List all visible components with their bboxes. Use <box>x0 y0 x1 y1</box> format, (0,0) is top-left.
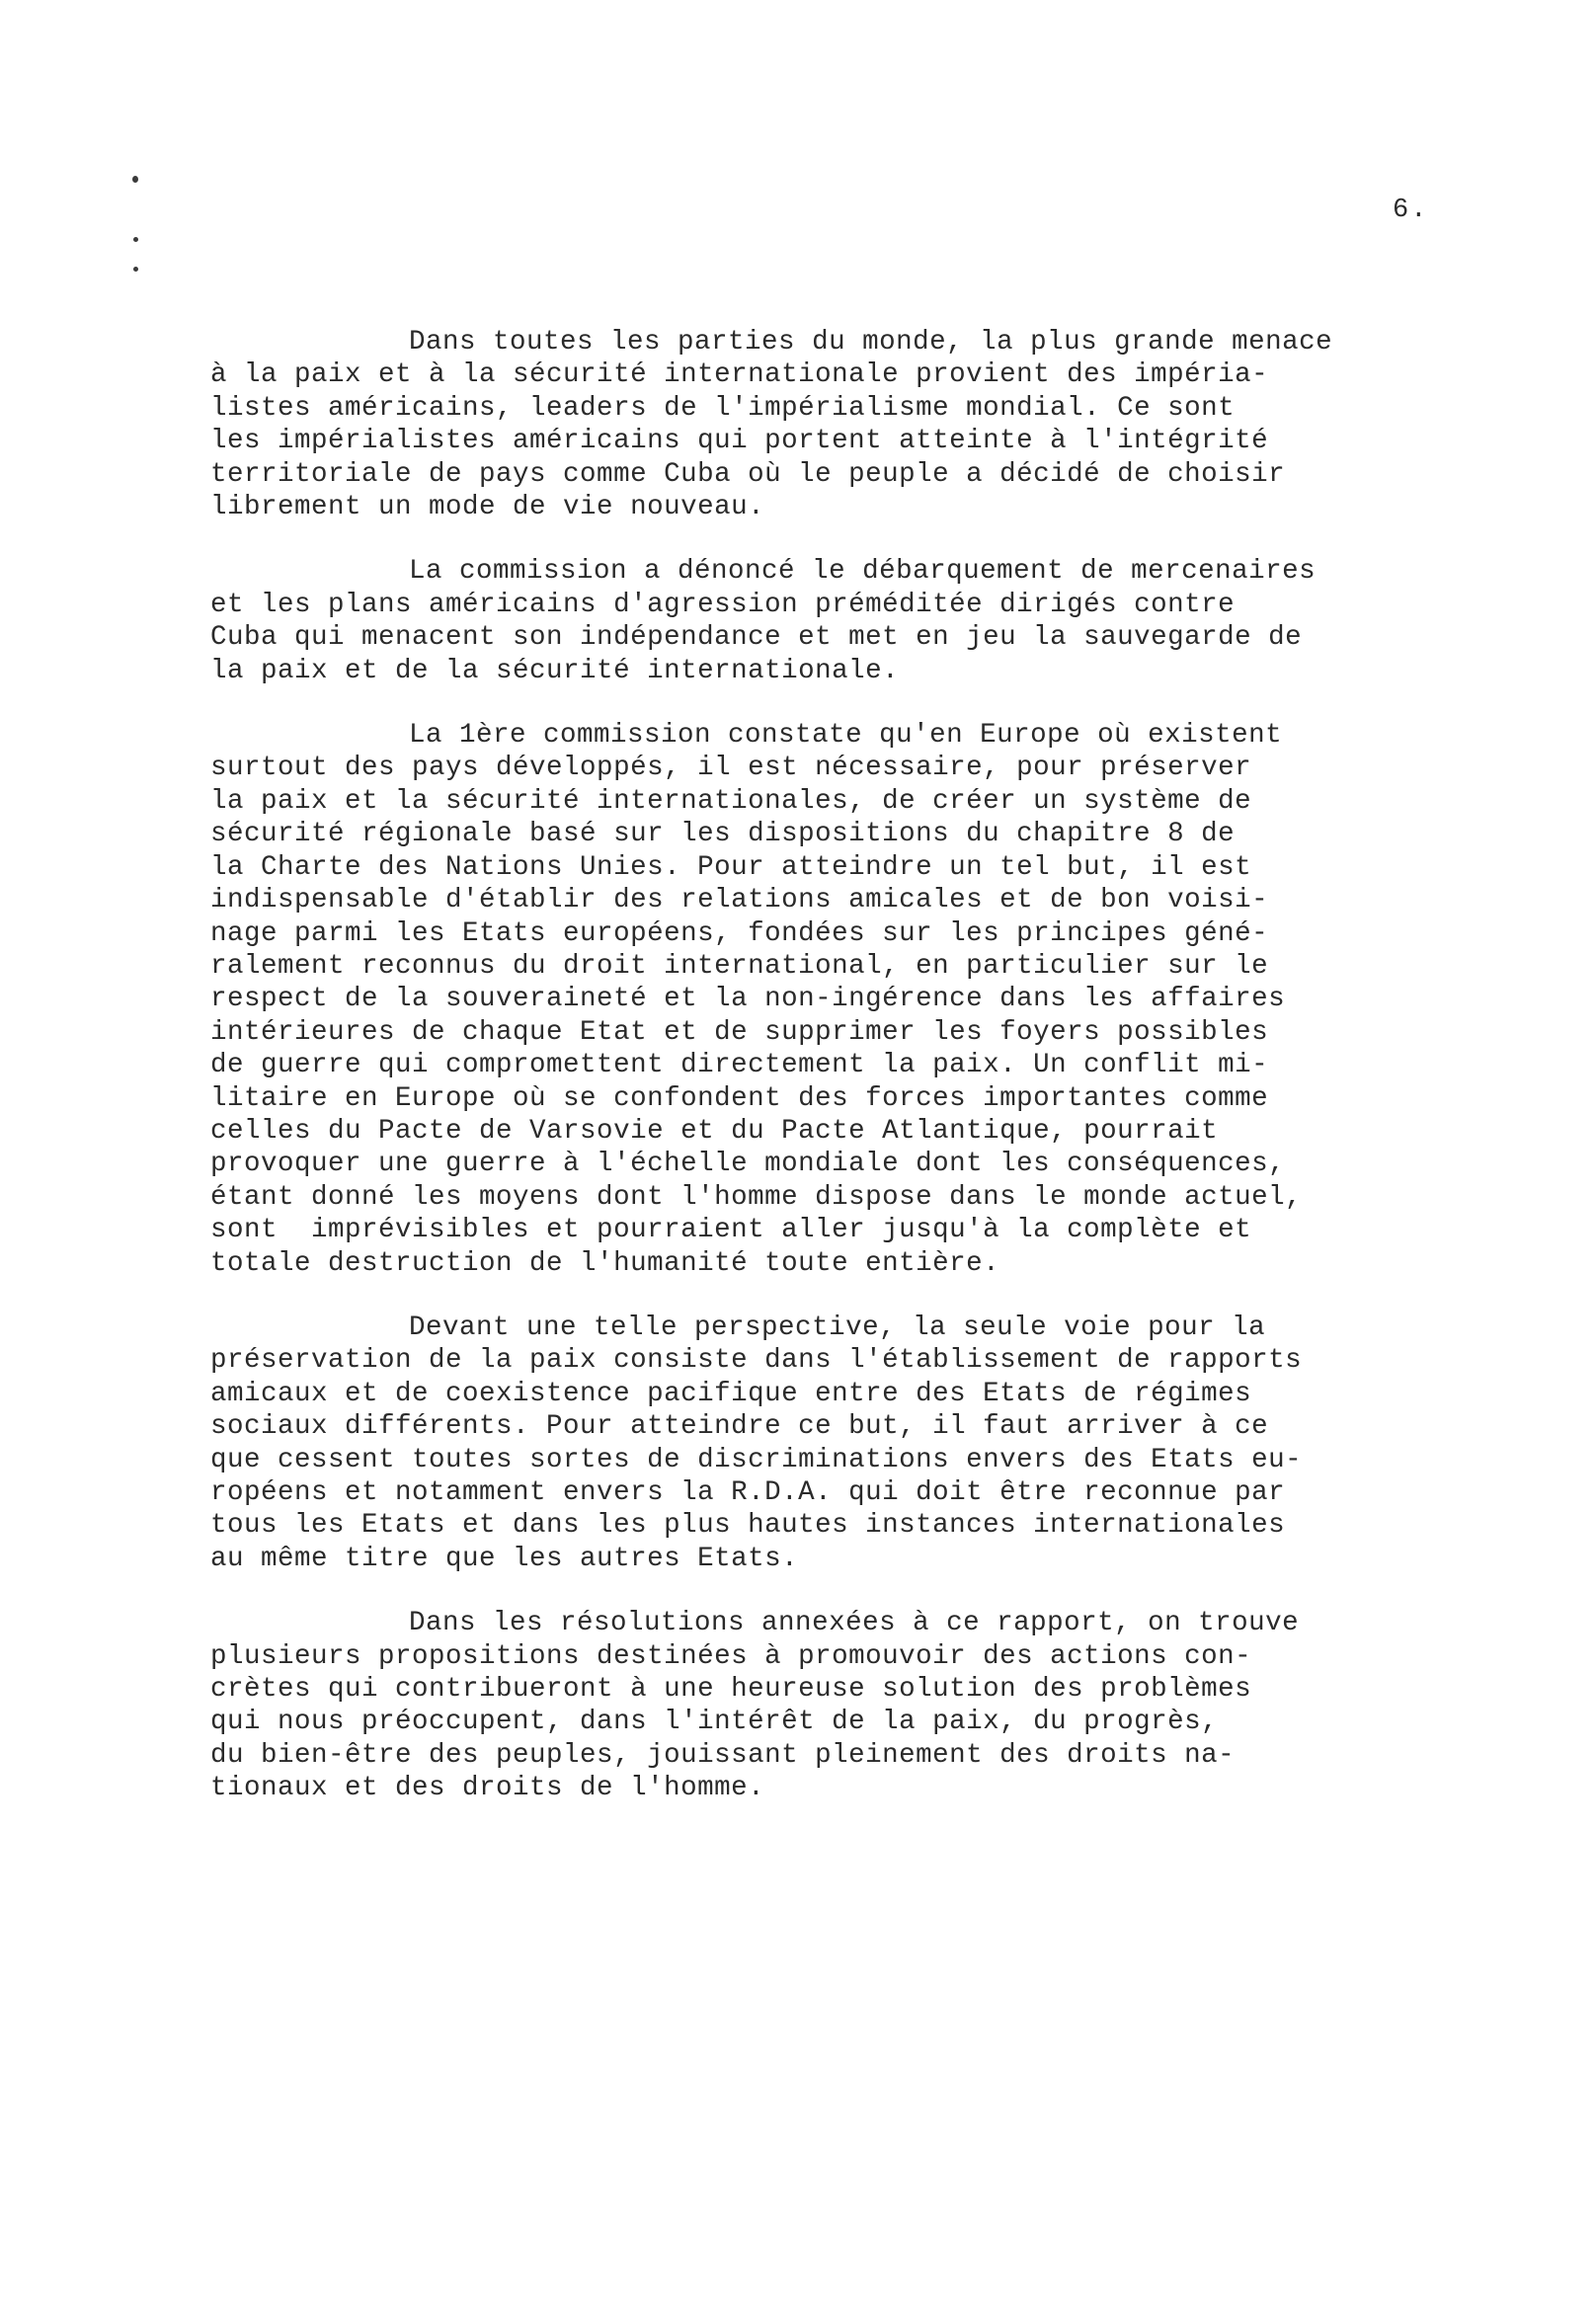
text-line: ropéens et notamment envers la R.D.A. qui doit être reconnue par <box>210 1477 1286 1508</box>
text-line: indispensable d'établir des relations amicales et de bon voisi- <box>210 885 1269 916</box>
text-line: que cessent toutes sortes de discriminations envers des Etats eu- <box>210 1444 1303 1475</box>
text-line: La 1ère commission constate qu'en Europe où existent <box>409 720 1283 752</box>
text-line: Devant une telle perspective, la seule voie pour la <box>409 1312 1266 1343</box>
text-line: les impérialistes américains qui portent atteinte à l'intégrité <box>210 426 1269 457</box>
text-line: tous les Etats et dans les plus hautes instances internationales <box>210 1510 1286 1542</box>
text-line: amicaux et de coexistence pacifique entre des Etats de régimes <box>210 1378 1252 1409</box>
paragraph-4 <box>210 1312 1514 1575</box>
text-line: qui nous préoccupent, dans l'intérêt de la paix, du progrès, <box>210 1707 1219 1738</box>
text-line: sociaux différents. Pour atteindre ce but, il faut arriver à ce <box>210 1411 1269 1443</box>
text-line: Dans toutes les parties du monde, la plus grande menace <box>409 327 1333 358</box>
text-line: listes américains, leaders de l'impérialisme mondial. Ce sont <box>210 392 1236 424</box>
text-line: au même titre que les autres Etats. <box>210 1543 799 1574</box>
text-line: respect de la souveraineté et la non-ingérence dans les affaires <box>210 984 1286 1015</box>
text-line: Dans les résolutions annexées à ce rapport, on trouve <box>409 1608 1300 1639</box>
text-line: Cuba qui menacent son indépendance et met en jeu la sauvegarde de <box>210 622 1303 654</box>
text-line: nage parmi les Etats européens, fondées sur les principes géné- <box>210 917 1269 949</box>
paragraph-1 <box>210 326 1514 523</box>
paragraph-2 <box>210 555 1514 687</box>
paragraph-3 <box>210 719 1514 1280</box>
text-line: la paix et de la sécurité internationale. <box>210 655 900 686</box>
text-line: du bien-être des peuples, jouissant pleinement des droits na- <box>210 1739 1236 1771</box>
text-line: à la paix et à la sécurité internationale provient des impéria- <box>210 359 1269 391</box>
body-text <box>210 326 1514 1837</box>
text-line: crètes qui contribueront à une heureuse solution des problèmes <box>210 1674 1252 1706</box>
text-line: étant donné les moyens dont l'homme dispose dans le monde actuel, <box>210 1181 1303 1213</box>
text-line: de guerre qui compromettent directement la paix. Un conflit mi- <box>210 1050 1269 1081</box>
text-line: surtout des pays développés, il est nécessaire, pour préserver <box>210 753 1252 784</box>
text-line: sont imprévisibles et pourraient aller jusqu'à la complète et <box>210 1215 1252 1246</box>
scan-speck <box>133 267 138 272</box>
text-line: librement un mode de vie nouveau. <box>210 492 765 523</box>
text-line: et les plans américains d'agression préméditée dirigés contre <box>210 589 1236 620</box>
page-number: 6. <box>1393 196 1429 225</box>
text-line: La commission a dénoncé le débarquement de mercenaires <box>409 556 1317 588</box>
text-line: sécurité régionale basé sur les dispositions du chapitre 8 de <box>210 819 1236 850</box>
text-line: plusieurs propositions destinées à promouvoir des actions con- <box>210 1640 1252 1672</box>
text-line: la Charte des Nations Unies. Pour atteindre un tel but, il est <box>210 851 1252 883</box>
text-line: la paix et la sécurité internationales, de créer un système de <box>210 785 1252 817</box>
text-line: ralement reconnus du droit international, en particulier sur le <box>210 950 1269 982</box>
text-line: celles du Pacte de Varsovie et du Pacte Atlantique, pourrait <box>210 1115 1219 1147</box>
text-line: litaire en Europe où se confondent des forces importantes comme <box>210 1082 1269 1114</box>
paragraph-5 <box>210 1607 1514 1804</box>
scan-speck <box>133 237 138 242</box>
text-line: tionaux et des droits de l'homme. <box>210 1773 765 1804</box>
text-line: provoquer une guerre à l'échelle mondiale dont les conséquences, <box>210 1149 1286 1180</box>
scan-speck <box>132 176 138 183</box>
text-line: préservation de la paix consiste dans l'établissement de rapports <box>210 1345 1303 1377</box>
text-line: totale destruction de l'humanité toute entière. <box>210 1247 1000 1279</box>
text-line: intérieures de chaque Etat et de supprimer les foyers possibles <box>210 1016 1269 1048</box>
text-line: territoriale de pays comme Cuba où le peuple a décidé de choisir <box>210 458 1286 490</box>
